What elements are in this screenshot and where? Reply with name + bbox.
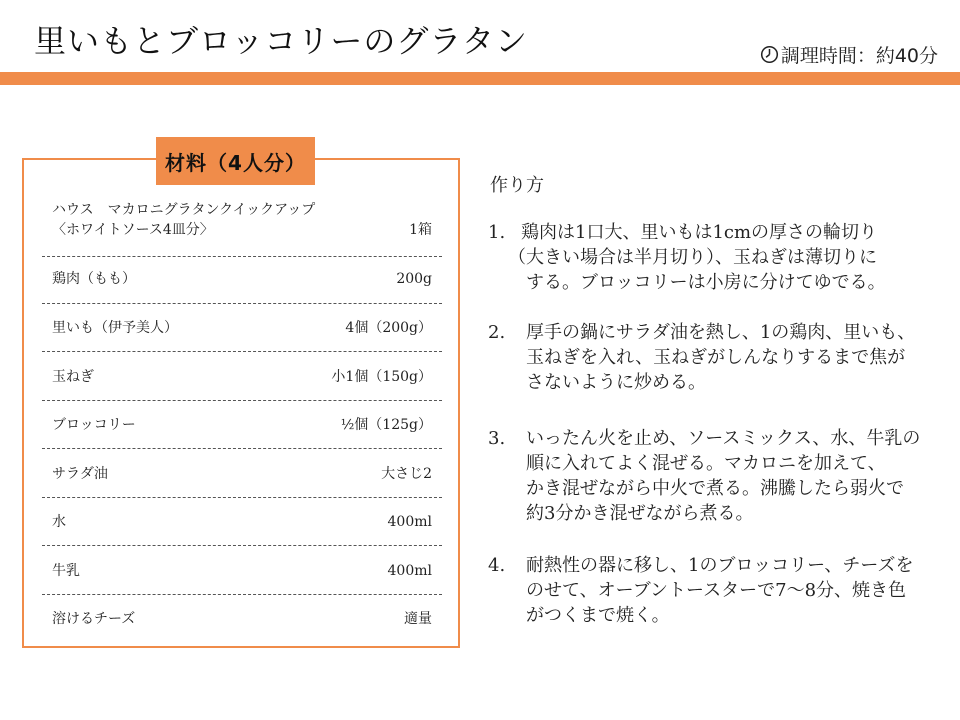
step-line: 耐熱性の器に移し、1のブロッコリー、チーズを <box>526 555 914 576</box>
ingredient-row <box>42 464 442 484</box>
step-line: 順に入れてよく混ぜる。マカロニを加えて、 <box>526 453 886 474</box>
ingredient-row <box>42 269 442 289</box>
step-1 <box>488 220 940 295</box>
step-line: （大きい場合は半月切り）、玉ねぎは薄切りに <box>508 247 877 268</box>
dashed-divider <box>42 400 442 401</box>
dashed-divider <box>42 545 442 546</box>
step-4 <box>488 553 940 628</box>
ingredient-name: 玉ねぎ <box>52 369 94 385</box>
ingredient-qty: 200g <box>396 271 432 287</box>
step-line: がつくまで焼く。 <box>526 605 670 626</box>
cook-time-text: 調理時間：約40分 <box>780 45 938 67</box>
cook-time <box>760 41 938 68</box>
ingredient-qty: 小1個（150g） <box>331 369 432 385</box>
ingredient-name-line2: 〈ホワイトソース4皿分〉 <box>52 222 214 238</box>
step-line: 鶏肉は1口大、里いもは1cmの厚さの輪切り <box>521 222 878 243</box>
header-accent-bar <box>0 72 960 85</box>
step-number: 2. <box>488 322 506 343</box>
ingredient-qty: 適量 <box>404 611 432 627</box>
ingredients-label: 材料（4人分） <box>156 137 315 185</box>
steps-heading: 作り方 <box>490 175 544 196</box>
dashed-divider <box>42 594 442 595</box>
step-line: する。ブロッコリーは小房に分けてゆでる。 <box>526 272 886 293</box>
ingredient-name-line1: ハウス マカロニグラタンクイックアップ <box>52 202 316 218</box>
dashed-divider <box>42 497 442 498</box>
ingredient-qty: 400ml <box>387 514 432 530</box>
ingredient-qty: 1箱 <box>409 222 432 238</box>
step-line: のせて、オーブントースターで7～8分、焼き色 <box>526 580 907 601</box>
clock-icon <box>760 45 779 64</box>
dashed-divider <box>42 351 442 352</box>
step-line: 玉ねぎを入れ、玉ねぎがしんなりするまで焦が <box>526 347 906 368</box>
step-line: かき混ぜながら中火で煮る。沸騰したら弱火で <box>526 478 904 499</box>
ingredient-name: 溶けるチーズ <box>52 611 136 627</box>
ingredient-name: 鶏肉（もも） <box>52 271 136 287</box>
dashed-divider <box>42 303 442 304</box>
dashed-divider <box>42 448 442 449</box>
ingredient-row <box>42 561 442 581</box>
ingredient-name: 里いも（伊予美人） <box>52 320 178 336</box>
ingredient-row <box>42 367 442 387</box>
ingredient-row <box>42 200 442 240</box>
ingredient-name: 水 <box>52 514 66 530</box>
step-2 <box>488 320 940 395</box>
ingredient-row <box>42 318 442 338</box>
step-line: 約3分かき混ぜながら煮る。 <box>526 503 754 524</box>
ingredient-qty: 4個（200g） <box>345 320 432 336</box>
ingredient-name: 牛乳 <box>52 563 80 579</box>
page-title: 里いもとブロッコリーのグラタン <box>34 22 529 60</box>
ingredient-row <box>42 415 442 435</box>
step-line: さないように炒める。 <box>526 372 706 393</box>
step-line: 厚手の鍋にサラダ油を熱し、1の鶏肉、里いも、 <box>526 322 916 343</box>
step-3 <box>488 426 940 526</box>
ingredient-qty: ½個（125g） <box>340 417 432 433</box>
ingredient-row <box>42 609 442 629</box>
step-line: いったん火を止め、ソースミックス、水、牛乳の <box>526 428 921 449</box>
ingredient-name <box>42 200 315 240</box>
ingredient-qty: 大さじ2 <box>381 466 432 482</box>
step-number: 1. <box>488 222 506 243</box>
ingredient-name: ブロッコリー <box>52 417 136 433</box>
dashed-divider <box>42 256 442 257</box>
ingredient-qty: 400ml <box>387 563 432 579</box>
ingredient-row <box>42 512 442 532</box>
step-number: 4. <box>488 555 506 576</box>
ingredient-name: サラダ油 <box>52 466 108 482</box>
step-number: 3. <box>488 428 506 449</box>
